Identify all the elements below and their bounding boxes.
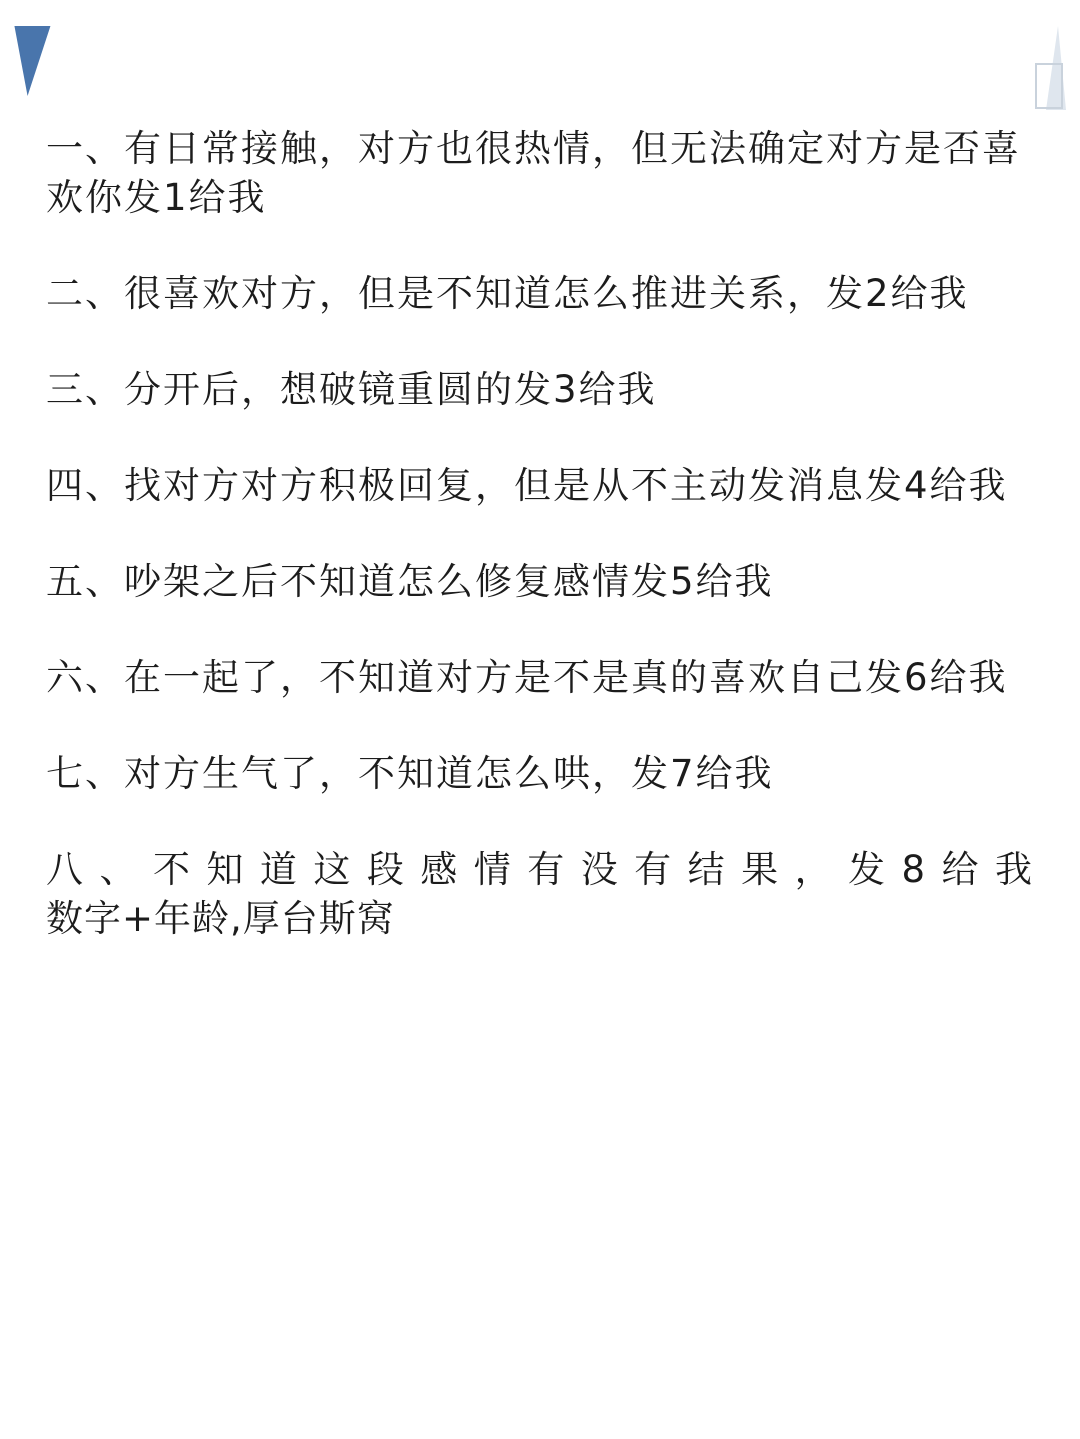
list-item: 三、分开后，想破镜重圆的发3给我	[46, 368, 657, 411]
list-item: 四、找对方对方积极回复，但是从不主动发消息发4给我	[46, 464, 1008, 507]
list-item: 五、吵架之后不知道怎么修复感情发5给我	[46, 560, 774, 603]
list-item: 八、不知道这段感情有没有结果，发8给我	[46, 848, 1034, 891]
list-item: 一、有日常接触，对方也很热情，但无法确定对方是否喜欢你发1给我	[46, 127, 1021, 219]
list-item: 二、很喜欢对方，但是不知道怎么推进关系，发2给我	[46, 272, 969, 315]
list-item: 七、对方生气了，不知道怎么哄，发7给我	[46, 752, 774, 795]
list-item: 六、在一起了，不知道对方是不是真的喜欢自己发6给我	[46, 656, 1008, 699]
footer-instruction: 数字+年龄,厚台斯窝	[46, 897, 395, 940]
message-list	[46, 124, 1034, 943]
corner-paper-decoration	[1032, 24, 1072, 112]
corner-triangle-decoration	[10, 26, 51, 96]
